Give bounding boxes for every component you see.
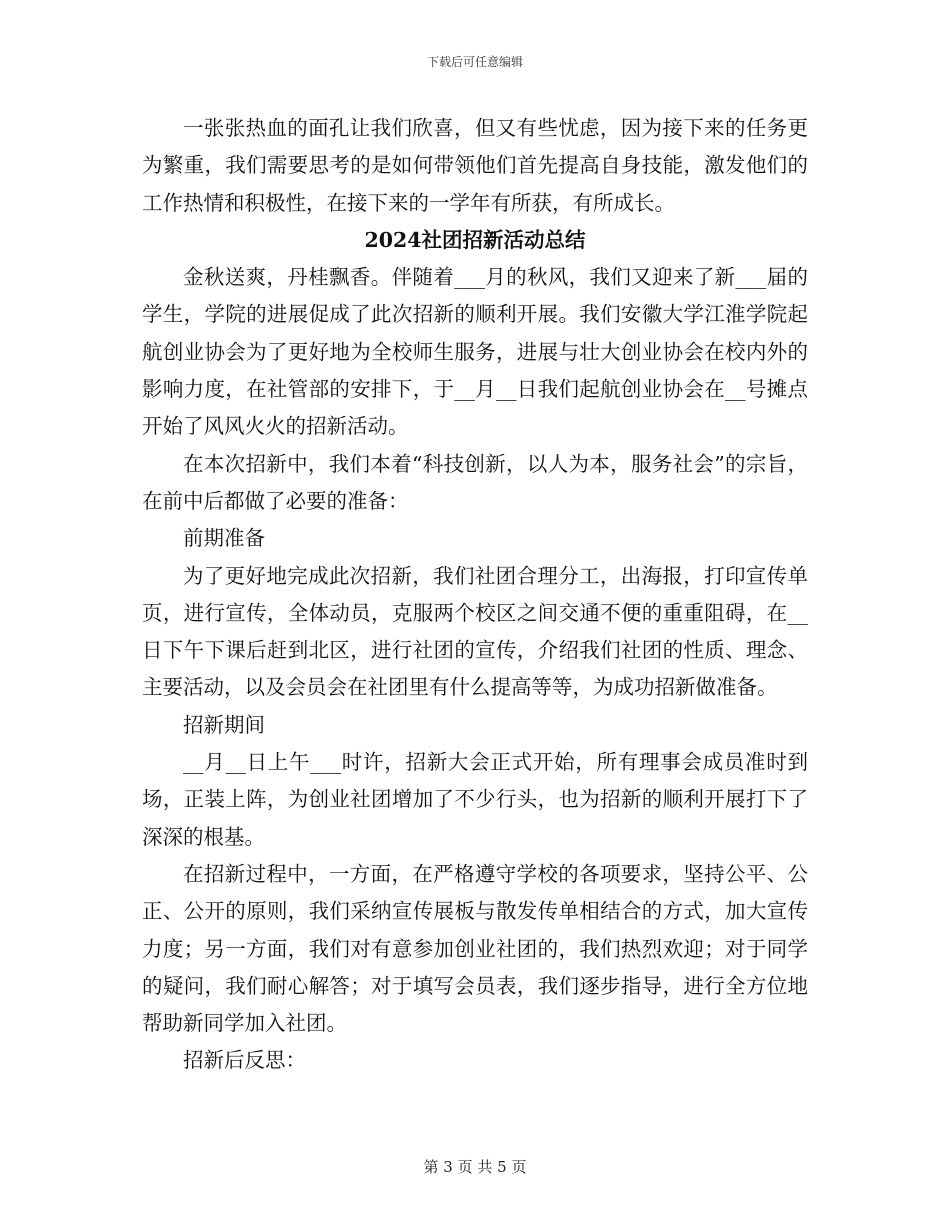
document-title: 2024社团招新活动总结	[364, 227, 586, 252]
heading-reflection: 招新后反思：	[183, 1048, 306, 1073]
heading-recruitment: 招新期间	[183, 712, 265, 737]
page-footer: 第 3 页 共 5 页	[423, 1158, 527, 1176]
paragraph-purpose: 在本次招新中，我们本着“科技创新，以人为本，服务社会”的宗旨，在前中后都做了必要的准备：	[142, 451, 808, 513]
intro-paragraph: 一张张热血的面孔让我们欣喜，但又有些忧虑，因为接下来的任务更为繁重，我们需要思考的是如何带领他们首先提高自身技能，激发他们的工作热情和积极性，在接下来的一学年有所获，有所成长。	[142, 116, 808, 215]
document-body	[142, 110, 808, 1080]
paragraph-opening: 金秋送爽，丹桂飘香。伴随着___月的秋风，我们又迎来了新___届的学生，学院的进展促成了此次招新的顺利开展。我们安徽大学江淮学院起航创业协会为了更好地为全校师生服务，进展与壮大创业协会在校内外的影响力度，在社管部的安排下，于__月__日我们起航创业协会在__号摊点开始了风风火火的招新活动。	[142, 265, 808, 439]
paragraph-recruitment-start: __月__日上午___时许，招新大会正式开始，所有理事会成员准时到场，正装上阵，为创业社团增加了不少行头，也为招新的顺利开展打下了深深的根基。	[142, 750, 808, 849]
page-header: 下载后可任意编辑	[426, 55, 523, 69]
paragraph-preparation: 为了更好地完成此次招新，我们社团合理分工，出海报，打印宣传单页，进行宣传，全体动员，克服两个校区之间交通不便的重重阻碍，在__日下午下课后赶到北区，进行社团的宣传，介绍我们社团的性质、理念、主要活动，以及会员会在社团里有什么提高等等，为成功招新做准备。	[142, 563, 808, 700]
paragraph-recruitment-process: 在招新过程中，一方面，在严格遵守学校的各项要求，坚持公平、公正、公开的原则，我们采纳宣传展板与散发传单相结合的方式，加大宣传力度；另一方面，我们对有意参加创业社团的，我们热烈欢迎；对于同学的疑问，我们耐心解答；对于填写会员表，我们逐步指导，进行全方位地帮助新同学加入社团。	[142, 861, 808, 1036]
heading-preparation: 前期准备	[183, 526, 265, 551]
